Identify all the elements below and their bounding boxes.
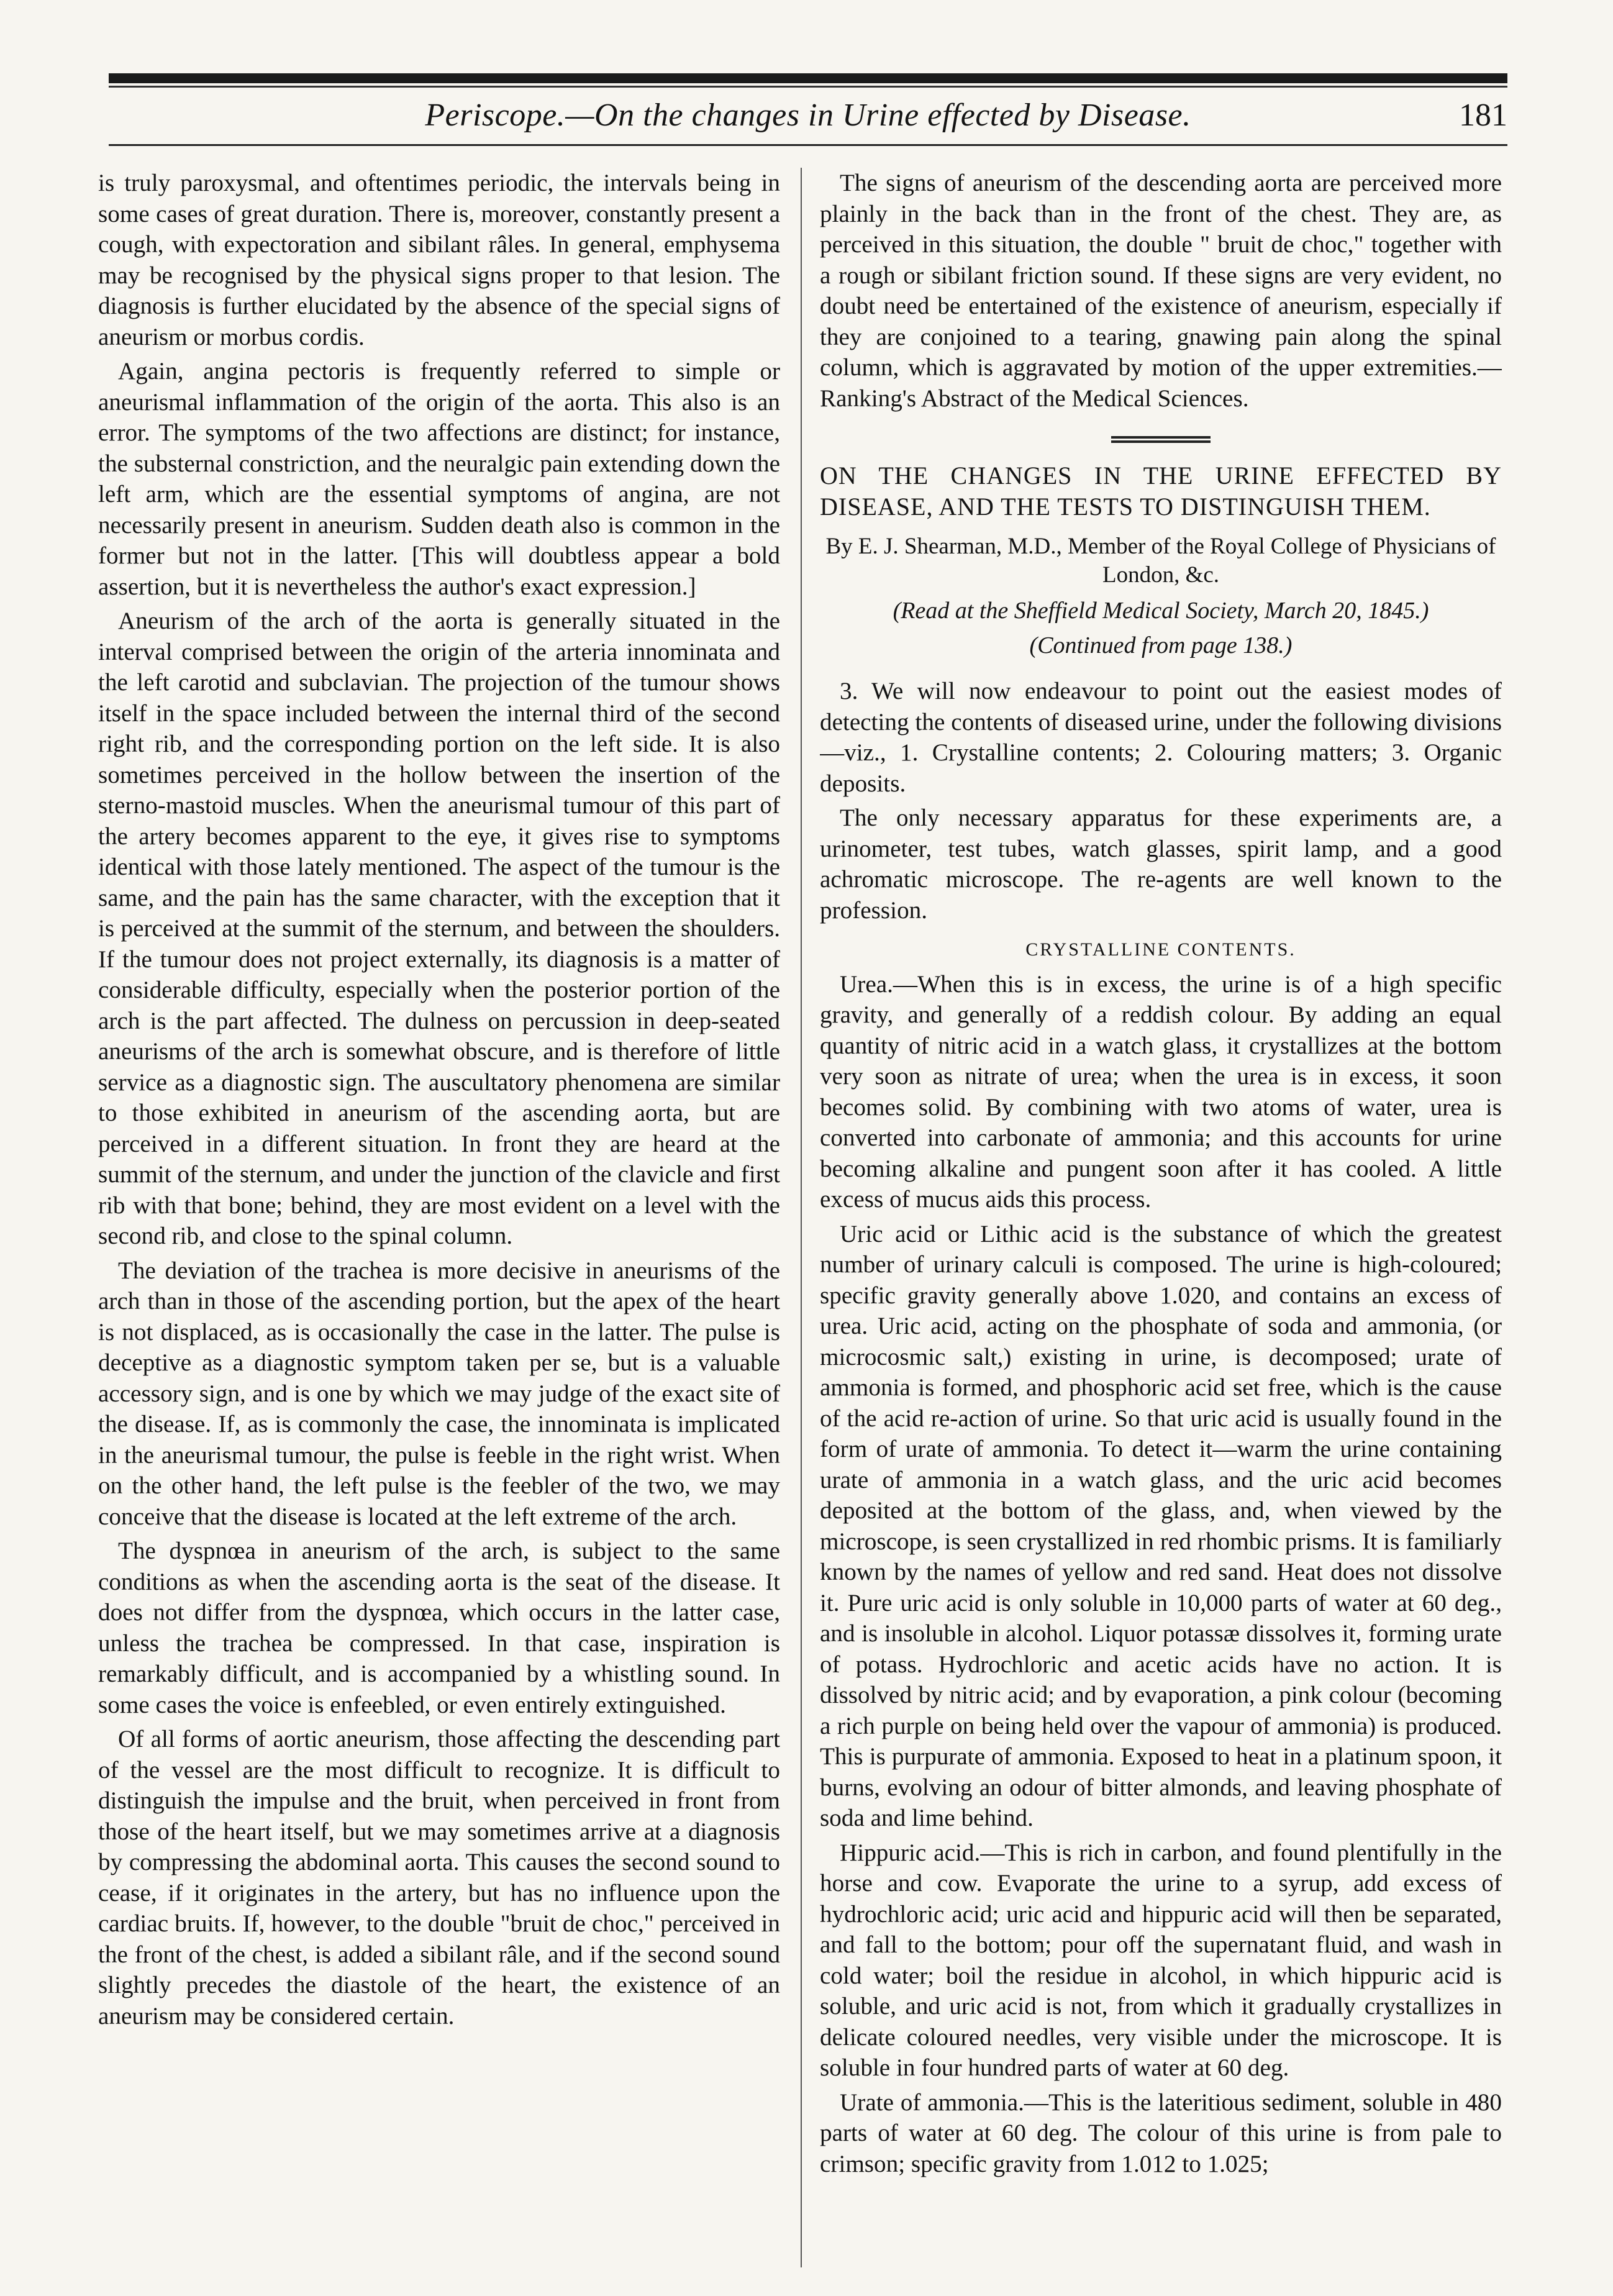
article-byline: By E. J. Shearman, M.D., Member of the Royal College of Physicians of London, &c. (825, 534, 1496, 588)
section-paragraph: Urea.—When this is in excess, the urine is of a high specific gravity, and generally of a reddish colour. By adding an equal quantity of nitric acid in a watch glass, it crystallizes at the bottom very soon as nitrate of urea; when the urea is in excess, it soon becomes solid. By combining with two atoms of water, urea is converted into carbonate of ammonia; and this accounts for urine becoming alkaline and pungent soon after it has cooled. A little excess of mucus aids this process. (820, 970, 1502, 1213)
header-rule (109, 144, 1507, 146)
left-paragraph: The deviation of the trachea is more decisive in aneurisms of the arch than in those of the ascending portion, but the apex of the heart is not displaced, as is occasionally the case in the latter. The pulse is deceptive as a diagnostic symptom taken per se, but is a valuable accessory sign, and is one by which we may judge of the exact site of the disease. If, as is commonly the case, the innominata is implicated in the aneurismal tumour, the pulse is feeble in the right wrist. When on the other hand, the left pulse is the feebler of the two, we may conceive that the disease is located at the left extreme of the arch. (98, 1257, 780, 1530)
right-paragraph: The only necessary apparatus for these experiments are, a urinometer, test tubes, watch glasses, spirit lamp, and a good achromatic microscope. The re-agents are well known to the profession. (820, 804, 1502, 924)
right-intro-paragraph: The signs of aneurism of the descending aorta are perceived more plainly in the back than in the front of the chest. They are, as perceived in this situation, the double " bruit de choc," together with a rough or sibilant friction sound. If these signs are very evident, no doubt need be entertained of the existence of aneurism, especially if they are conjoined to a tearing, gnawing pain along the spinal column, which is aggravated by motion of the upper extremities.— Ranking's Abstract of the Medical Sciences. (820, 170, 1502, 412)
article-separator-rule (1111, 436, 1211, 443)
section-heading: CRYSTALLINE CONTENTS. (1025, 939, 1296, 960)
page-number: 181 (1459, 98, 1507, 133)
section-paragraph: Uric acid or Lithic acid is the substance of which the greatest number of urinary calculi is composed. The urine is high-coloured; specific gravity generally above 1.020, and contains an excess of urea. Uric acid, acting on the phosphate of soda and ammonia, (or microcosmic salt,) existing in urine, is decomposed; urate of ammonia is formed, and phosphoric acid set free, which is the cause of the acid re-action of urine. So that uric acid is usually found in the form of urate of ammonia. To detect it—warm the urine containing urate of ammonia in a watch glass, and the uric acid becomes deposited at the bottom of the glass, and, when viewed by the microscope, is seen crystallized in red rhombic prisms. It is familiarly known by the names of yellow and red sand. Heat does not dissolve it. Pure uric acid is only soluble in 10,000 parts of water at 60 deg., and is insoluble in alcohol. Liquor potassæ dissolves it, forming urate of potass. Hydrochloric and acetic acids have no action. It is dissolved by nitric acid; and by evaporation, a pink colour (becoming a rich purple on being held over the vapour of ammonia) is produced. This is purpurate of ammonia. Exposed to heat in a platinum spoon, it burns, evolving an odour of bitter almonds, and leaving phosphate of soda and lime behind. (820, 1220, 1502, 1831)
left-paragraph: Again, angina pectoris is frequently referred to simple or aneurismal inflammation of the origin of the aorta. This also is an error. The symptoms of the two affections are distinct; for instance, the substernal constriction, and the neuralgic pain extending down the left arm, which are the essential symptoms of angina, are not necessarily present in aneurism. Sudden death also is common in the former but not in the latter. [This will doubtless appear a bold assertion, but it is nevertheless the author's exact expression.] (98, 358, 780, 600)
page-header (109, 93, 1507, 143)
read-at-note: (Read at the Sheffield Medical Society, March 20, 1845.) (893, 598, 1429, 624)
left-paragraph: is truly paroxysmal, and oftentimes periodic, the intervals being in some cases of great duration. There is, moreover, constantly present a cough, with expectoration and sibilant râles. In general, emphysema may be recognised by the physical signs proper to that lesion. The diagnosis is further elucidated by the absence of the special signs of aneurism or morbus cordis. (98, 170, 780, 350)
left-column (98, 168, 780, 2267)
continued-note: (Continued from page 138.) (1029, 632, 1293, 658)
section-paragraph: Hippuric acid.—This is rich in carbon, and found plentifully in the horse and cow. Evaporate the urine to a syrup, add excess of hydrochloric acid; uric acid and hippuric acid will then be separated, and fall to the bottom; pour off the supernatant fluid, and wash in cold water; boil the residue in alcohol, in which hippuric acid is soluble, and uric acid is not, from which it gradually crystallizes in delicate coloured needles, very visible under the microscope. It is soluble in four hundred parts of water at 60 deg. (820, 1839, 1502, 2081)
running-title: Periscope.—On the changes in Urine effected by Disease. (425, 98, 1191, 133)
right-column (820, 168, 1502, 2267)
top-thin-rule (109, 86, 1507, 88)
left-paragraph: Aneurism of the arch of the aorta is generally situated in the interval comprised between the origin of the arteria innominata and the left carotid and subclavian. The projection of the tumour shows itself in the space included between the internal third of the second right rib, and the corresponding portion on the left side. It is also sometimes perceived in the hollow between the insertion of the sterno-mastoid muscles. When the aneurismal tumour of this part of the artery becomes apparent to the eye, it gives rise to symptoms identical with those lately mentioned. The aspect of the tumour is the same, and the pain has the same character, with the exception that it is perceived at the summit of the sternum, and between the shoulders. If the tumour does not project externally, its diagnosis is a matter of considerable difficulty, especially when the posterior portion of the arch is the part affected. The dulness on percussion in deep-seated aneurisms of the arch is somewhat obscure, and is therefore of little service as a diagnostic sign. The auscultatory phenomena are similar to those exhibited in aneurism of the ascending aorta, but are perceived in a different situation. In front they are heard at the summit of the sternum, and under the junction of the clavicle and first rib with that bone; behind, they are most evident on a level with the second rib, and close to the spinal column. (98, 608, 780, 1249)
right-paragraph: 3. We will now endeavour to point out the easiest modes of detecting the contents of diseased urine, under the following divisions—viz., 1. Crystalline contents; 2. Colouring matters; 3. Organic deposits. (820, 678, 1502, 797)
section-paragraph: Urate of ammonia.—This is the lateritious sediment, soluble in 480 parts of water at 60 deg. The colour of this urine is from pale to crimson; specific gravity from 1.012 to 1.025; (820, 2089, 1502, 2177)
left-paragraph: The dyspnœa in aneurism of the arch, is subject to the same conditions as when the ascending aorta is the seat of the disease. It does not differ from the dyspnœa, which occurs in the latter case, unless the trachea be compressed. In that case, inspiration is remarkably difficult, and is accompanied by a whistling sound. In some cases the voice is enfeebled, or even entirely extinguished. (98, 1538, 780, 1718)
article-title: ON THE CHANGES IN THE URINE EFFECTED BY DISEASE, AND THE TESTS TO DISTINGUISH THEM. (820, 462, 1502, 521)
top-heavy-rule (109, 73, 1507, 83)
left-paragraph: Of all forms of aortic aneurism, those affecting the descending part of the vessel are the most difficult to recognize. It is difficult to distinguish the impulse and the bruit, when perceived in front from those of the heart itself, but we may sometimes arrive at a diagnosis by compressing the abdominal aorta. This causes the second sound to cease, if it originates in the artery, but has no influence upon the cardiac bruits. If, however, to the double "bruit de choc," perceived in the front of the chest, is added a sibilant râle, and if the second sound slightly precedes the diastole of the heart, the existence of an aneurism may be considered certain. (98, 1726, 780, 2030)
column-divider (801, 168, 802, 2267)
